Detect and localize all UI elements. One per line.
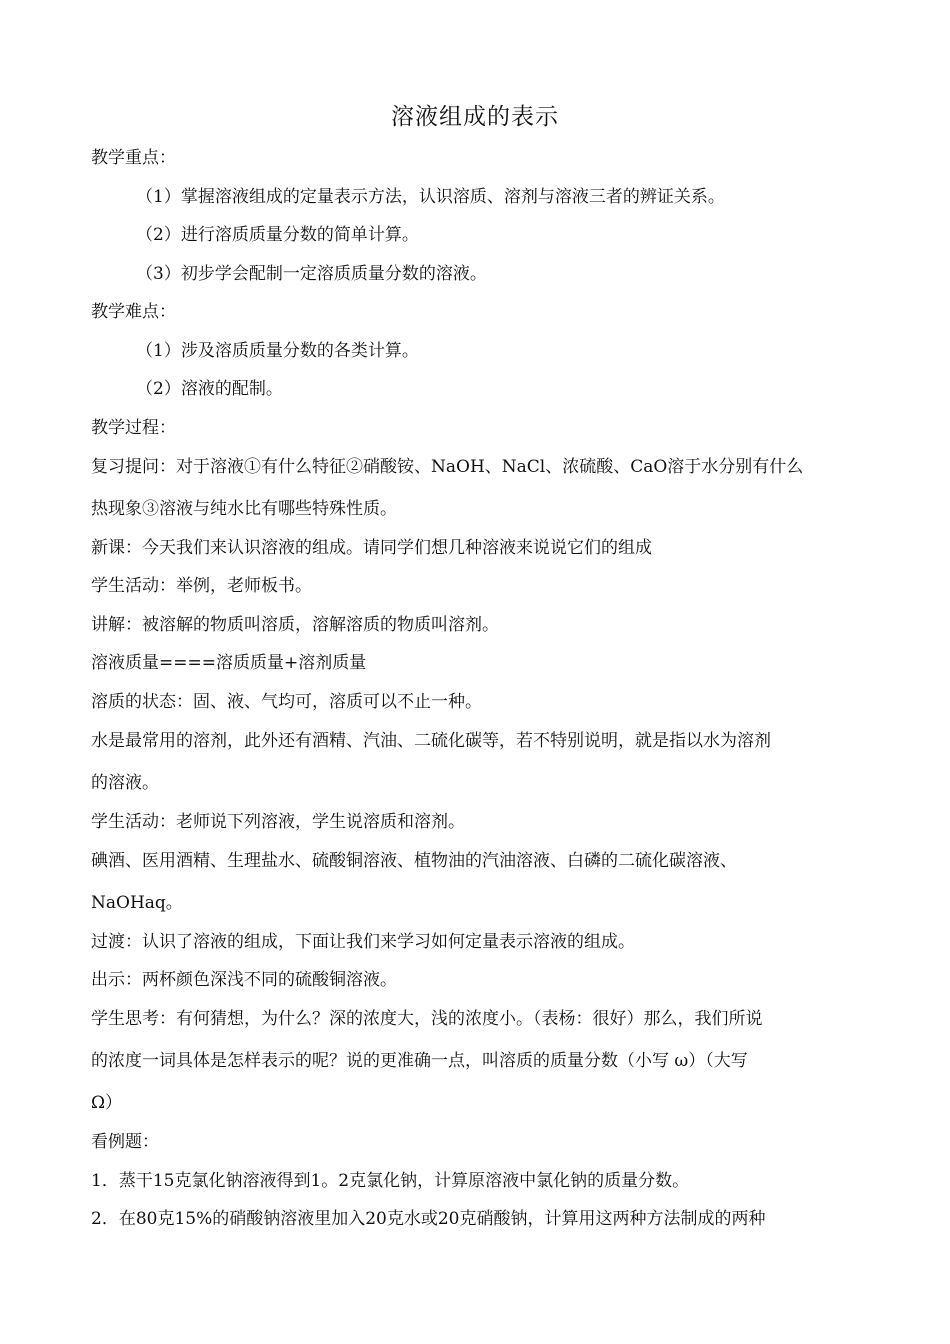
paragraph-line: NaOHaq。: [91, 893, 183, 913]
paragraph-line: 1．蒸干15克氯化钠溶液得到1。2克氯化钠，计算原溶液中氯化钠的质量分数。: [91, 1171, 690, 1191]
paragraph-line: 看例题：: [91, 1132, 159, 1152]
paragraph-line: 的浓度一词具体是怎样表示的呢？说的更准确一点，叫溶质的质量分数（小写 ω）（大写: [91, 1051, 748, 1071]
difficulty-item: （2）溶液的配制。: [136, 379, 283, 399]
paragraph-line: 过渡：认识了溶液的组成，下面让我们来学习如何定量表示溶液的组成。: [91, 932, 635, 952]
focus-heading: 教学重点：: [91, 148, 176, 168]
paragraph-line: 学生思考：有何猜想，为什么？深的浓度大，浅的浓度小。（表杨：很好）那么，我们所说: [91, 1009, 763, 1029]
focus-item: （2）进行溶质质量分数的简单计算。: [136, 225, 419, 245]
difficulty-heading: 教学难点：: [91, 302, 176, 322]
paragraph-line: 溶液质量====溶质质量+溶剂质量: [91, 653, 367, 673]
process-heading: 教学过程：: [91, 418, 176, 438]
paragraph-line: 溶质的状态：固、液、气均可，溶质可以不止一种。: [91, 692, 482, 712]
paragraph-line: 讲解：被溶解的物质叫溶质，溶解溶质的物质叫溶剂。: [91, 615, 499, 635]
paragraph-line: Ω）: [91, 1093, 123, 1113]
paragraph-line: 碘酒、医用酒精、生理盐水、硫酸铜溶液、植物油的汽油溶液、白磷的二硫化碳溶液、: [91, 851, 737, 871]
paragraph-line: 学生活动：老师说下列溶液，学生说溶质和溶剂。: [91, 812, 465, 832]
document-title: 溶液组成的表示: [391, 104, 559, 130]
difficulty-item: （1）涉及溶质质量分数的各类计算。: [136, 341, 419, 361]
paragraph-line: 复习提问：对于溶液①有什么特征②硝酸铵、NaOH、NaCl、浓硫酸、CaO溶于水分别有什么: [91, 457, 804, 477]
paragraph-line: 水是最常用的溶剂，此外还有酒精、汽油、二硫化碳等，若不特别说明，就是指以水为溶剂: [91, 731, 771, 751]
paragraph-line: 的溶液。: [91, 773, 159, 793]
paragraph-line: 新课：今天我们来认识溶液的组成。请同学们想几种溶液来说说它们的组成: [91, 538, 652, 558]
focus-item: （3）初步学会配制一定溶质质量分数的溶液。: [136, 264, 487, 284]
paragraph-line: 学生活动：举例，老师板书。: [91, 576, 312, 596]
paragraph-line: 热现象③溶液与纯水比有哪些特殊性质。: [91, 499, 397, 519]
focus-item: （1）掌握溶液组成的定量表示方法，认识溶质、溶剂与溶液三者的辨证关系。: [136, 187, 725, 207]
paragraph-line: 出示：两杯颜色深浅不同的硫酸铜溶液。: [91, 970, 397, 990]
paragraph-line: 2．在80克15%的硝酸钠溶液里加入20克水或20克硝酸钠，计算用这两种方法制成的两种: [91, 1209, 766, 1229]
